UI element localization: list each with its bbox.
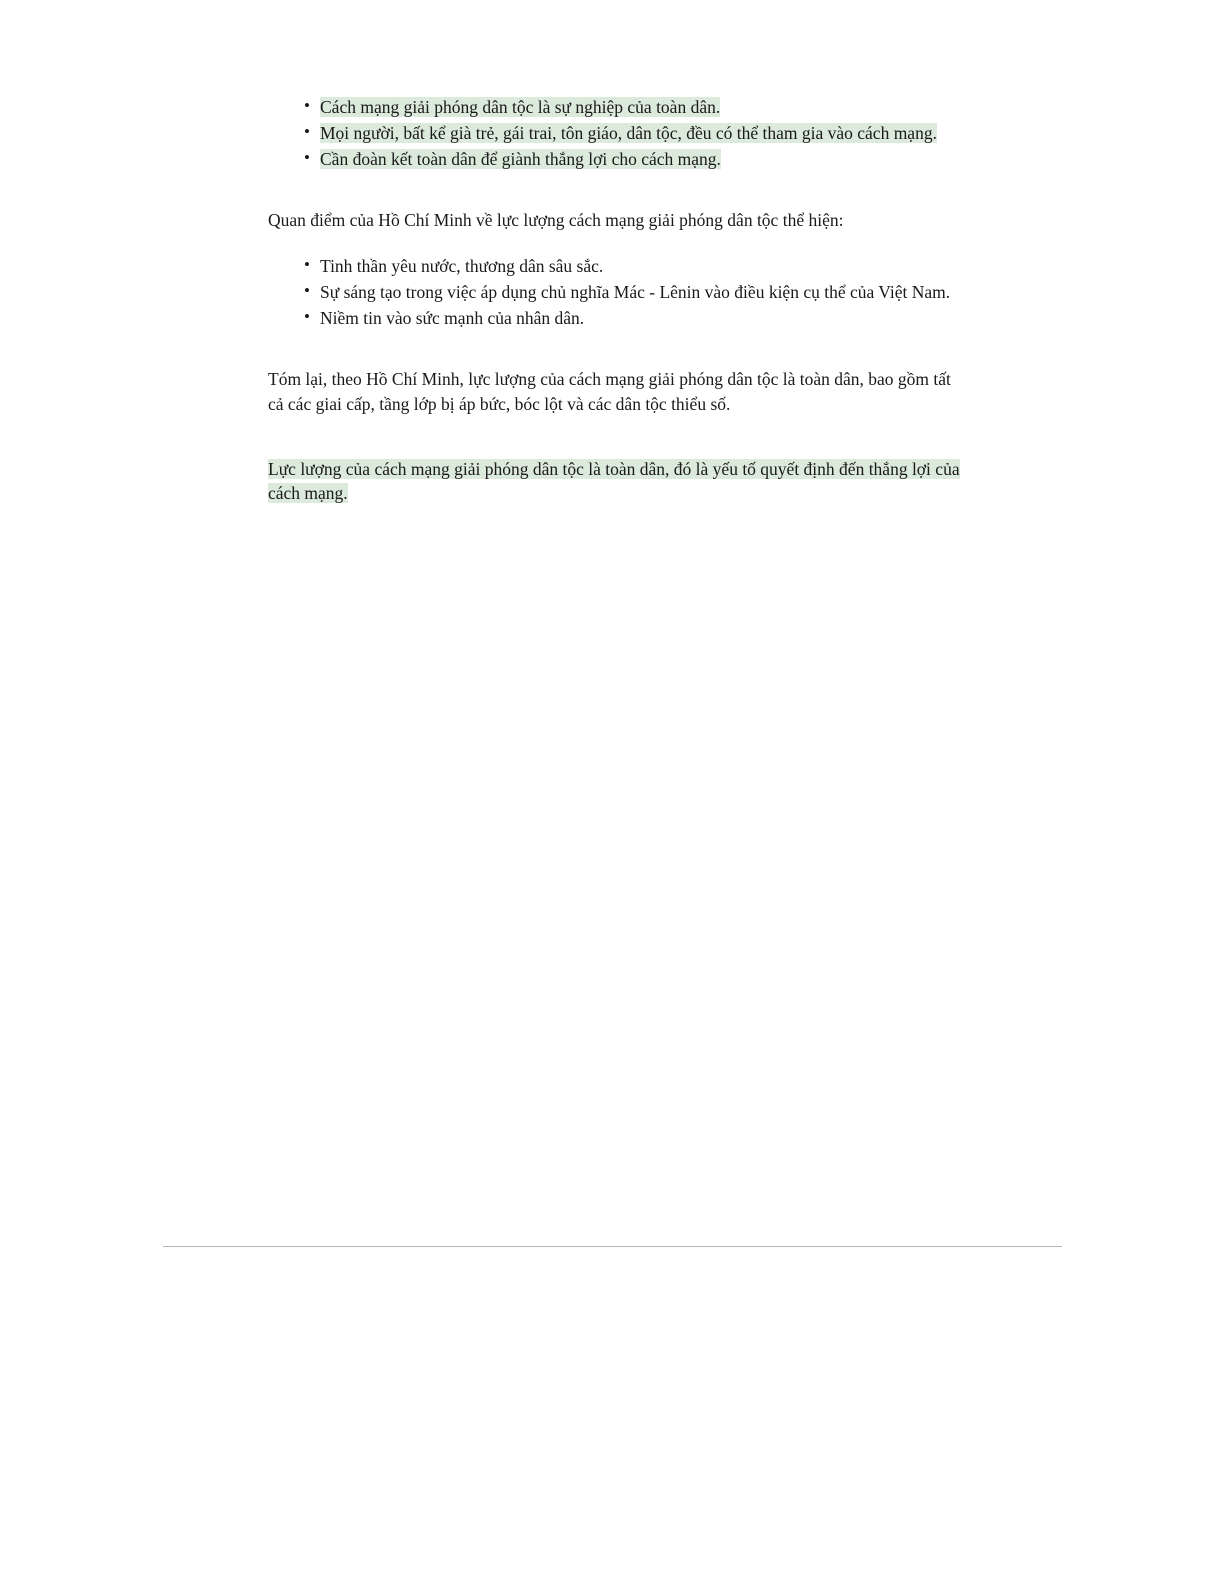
footer-divider bbox=[163, 1246, 1062, 1247]
intro-paragraph: Quan điểm của Hồ Chí Minh về lực lượng cách mạng giải phóng dân tộc thể hiện: bbox=[268, 209, 844, 230]
list-item-text: Cách mạng giải phóng dân tộc là sự nghiệp của toàn dân. bbox=[320, 97, 721, 117]
list-item bbox=[298, 147, 970, 172]
summary-paragraph: Tóm lại, theo Hồ Chí Minh, lực lượng của cách mạng giải phóng dân tộc là toàn dân, bao gồm tất cả các giai cấp, tầng lớp bị áp bức, bóc lột và các dân tộc thiểu số. bbox=[268, 368, 951, 414]
list-item bbox=[298, 95, 970, 120]
list-item bbox=[298, 121, 970, 146]
list-item-text: Sự sáng tạo trong việc áp dụng chủ nghĩa Mác - Lênin vào điều kiện cụ thể của Việt Nam. bbox=[320, 282, 951, 303]
list-item-text: Cần đoàn kết toàn dân để giành thắng lợi cho cách mạng. bbox=[320, 148, 721, 169]
spacer bbox=[268, 232, 970, 254]
list-item bbox=[298, 280, 970, 305]
list-item-text: Niềm tin vào sức mạnh của nhân dân. bbox=[320, 308, 585, 329]
list-item-text: Tinh thần yêu nước, thương dân sâu sắc. bbox=[320, 256, 604, 277]
bulleted-list-viewpoints bbox=[298, 254, 970, 331]
highlight-paragraph bbox=[268, 457, 970, 507]
list-item-text: Mọi người, bất kể già trẻ, gái trai, tôn giáo, dân tộc, đều có thể tham gia vào cách mạng. bbox=[320, 122, 937, 143]
bulleted-list-forces bbox=[298, 95, 970, 172]
list-item bbox=[298, 306, 970, 331]
highlight-paragraph-text: Lực lượng của cách mạng giải phóng dân tộc là toàn dân, đó là yếu tố quyết định đến thắng lợi của cách mạng. bbox=[268, 458, 960, 504]
list-item bbox=[298, 254, 970, 279]
